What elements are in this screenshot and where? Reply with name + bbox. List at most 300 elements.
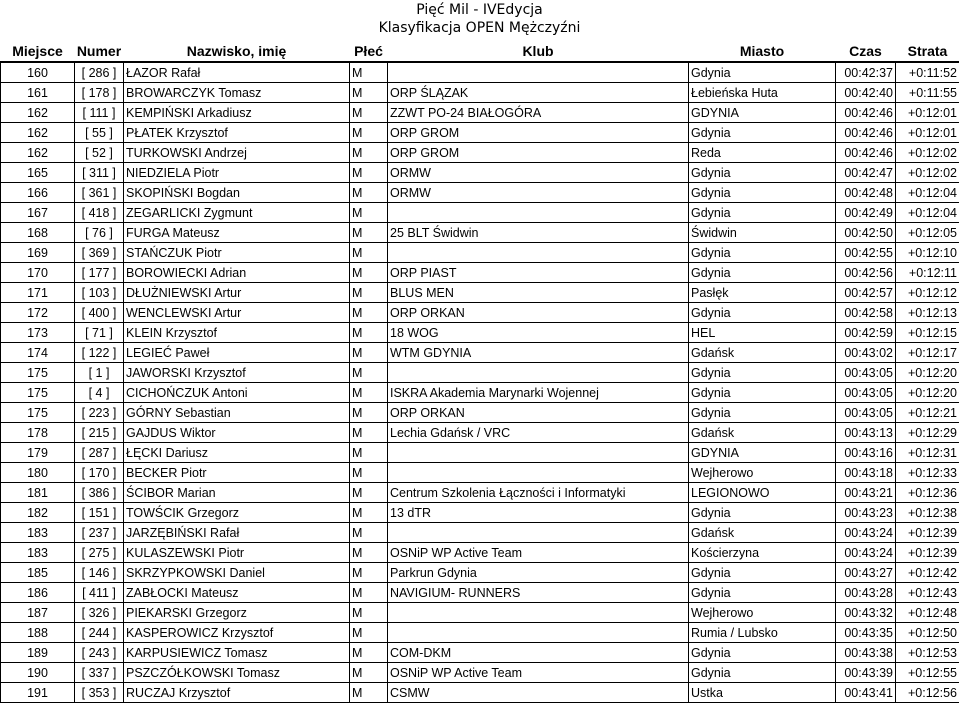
cell-number: [ 55 ] bbox=[75, 123, 124, 143]
cell-city: Gdynia bbox=[689, 183, 836, 203]
cell-club: ORP GROM bbox=[388, 123, 689, 143]
cell-place: 168 bbox=[1, 223, 75, 243]
cell-time: 00:43:05 bbox=[836, 383, 896, 403]
cell-number: [ 361 ] bbox=[75, 183, 124, 203]
cell-sex: M bbox=[350, 183, 388, 203]
cell-club: BLUS MEN bbox=[388, 283, 689, 303]
cell-name: GÓRNY Sebastian bbox=[124, 403, 350, 423]
table-row bbox=[1, 303, 959, 323]
cell-sex: M bbox=[350, 343, 388, 363]
cell-name: STAŃCZUK Piotr bbox=[124, 243, 350, 263]
cell-place: 172 bbox=[1, 303, 75, 323]
cell-city: Gdynia bbox=[689, 503, 836, 523]
cell-name: KLEIN Krzysztof bbox=[124, 323, 350, 343]
cell-name: KARPUSIEWICZ Tomasz bbox=[124, 643, 350, 663]
cell-city: GDYNIA bbox=[689, 443, 836, 463]
cell-gap: +0:12:56 bbox=[896, 683, 959, 703]
cell-club: ORMW bbox=[388, 183, 689, 203]
cell-name: ZABŁOCKI Mateusz bbox=[124, 583, 350, 603]
cell-city: Gdynia bbox=[689, 243, 836, 263]
cell-time: 00:42:58 bbox=[836, 303, 896, 323]
cell-gap: +0:12:11 bbox=[896, 263, 959, 283]
cell-city: LEGIONOWO bbox=[689, 483, 836, 503]
cell-name: BOROWIECKI Adrian bbox=[124, 263, 350, 283]
cell-gap: +0:12:20 bbox=[896, 363, 959, 383]
cell-number: [ 111 ] bbox=[75, 103, 124, 123]
cell-number: [ 4 ] bbox=[75, 383, 124, 403]
cell-city: Łebieńska Huta bbox=[689, 83, 836, 103]
cell-sex: M bbox=[350, 203, 388, 223]
cell-gap: +0:12:20 bbox=[896, 383, 959, 403]
cell-number: [ 286 ] bbox=[75, 62, 124, 83]
cell-place: 180 bbox=[1, 463, 75, 483]
cell-time: 00:43:35 bbox=[836, 623, 896, 643]
cell-time: 00:43:38 bbox=[836, 643, 896, 663]
cell-city: Gdynia bbox=[689, 263, 836, 283]
cell-club bbox=[388, 243, 689, 263]
cell-name: DŁUŻNIEWSKI Artur bbox=[124, 283, 350, 303]
cell-gap: +0:11:55 bbox=[896, 83, 959, 103]
cell-number: [ 311 ] bbox=[75, 163, 124, 183]
cell-place: 165 bbox=[1, 163, 75, 183]
cell-sex: M bbox=[350, 523, 388, 543]
table-row bbox=[1, 323, 959, 343]
cell-club: Lechia Gdańsk / VRC bbox=[388, 423, 689, 443]
cell-club bbox=[388, 363, 689, 383]
cell-place: 191 bbox=[1, 683, 75, 703]
cell-club: OSNiP WP Active Team bbox=[388, 543, 689, 563]
cell-gap: +0:12:10 bbox=[896, 243, 959, 263]
cell-place: 183 bbox=[1, 523, 75, 543]
cell-number: [ 353 ] bbox=[75, 683, 124, 703]
cell-number: [ 76 ] bbox=[75, 223, 124, 243]
cell-name: FURGA Mateusz bbox=[124, 223, 350, 243]
cell-sex: M bbox=[350, 683, 388, 703]
cell-club bbox=[388, 443, 689, 463]
cell-club: ORMW bbox=[388, 163, 689, 183]
cell-sex: M bbox=[350, 623, 388, 643]
cell-time: 00:42:37 bbox=[836, 62, 896, 83]
cell-sex: M bbox=[350, 323, 388, 343]
cell-time: 00:43:02 bbox=[836, 343, 896, 363]
cell-place: 190 bbox=[1, 663, 75, 683]
cell-sex: M bbox=[350, 62, 388, 83]
cell-number: [ 178 ] bbox=[75, 83, 124, 103]
cell-time: 00:43:28 bbox=[836, 583, 896, 603]
cell-number: [ 177 ] bbox=[75, 263, 124, 283]
cell-city: Gdynia bbox=[689, 563, 836, 583]
table-row bbox=[1, 243, 959, 263]
table-row bbox=[1, 523, 959, 543]
cell-sex: M bbox=[350, 263, 388, 283]
table-row bbox=[1, 463, 959, 483]
cell-club bbox=[388, 523, 689, 543]
cell-city: Gdynia bbox=[689, 403, 836, 423]
results-table bbox=[0, 40, 959, 703]
cell-name: ZEGARLICKI Zygmunt bbox=[124, 203, 350, 223]
cell-club bbox=[388, 623, 689, 643]
table-row bbox=[1, 663, 959, 683]
table-row bbox=[1, 563, 959, 583]
cell-name: BECKER Piotr bbox=[124, 463, 350, 483]
cell-time: 00:43:27 bbox=[836, 563, 896, 583]
cell-gap: +0:12:36 bbox=[896, 483, 959, 503]
header-name: Nazwisko, imię bbox=[124, 40, 350, 62]
cell-name: KASPEROWICZ Krzysztof bbox=[124, 623, 350, 643]
cell-name: WENCLEWSKI Artur bbox=[124, 303, 350, 323]
table-row bbox=[1, 283, 959, 303]
cell-name: RUCZAJ Krzysztof bbox=[124, 683, 350, 703]
cell-gap: +0:12:48 bbox=[896, 603, 959, 623]
cell-name: PIEKARSKI Grzegorz bbox=[124, 603, 350, 623]
cell-gap: +0:12:17 bbox=[896, 343, 959, 363]
table-row bbox=[1, 423, 959, 443]
header-number: Numer bbox=[75, 40, 124, 62]
table-row bbox=[1, 543, 959, 563]
cell-place: 178 bbox=[1, 423, 75, 443]
cell-number: [ 103 ] bbox=[75, 283, 124, 303]
cell-gap: +0:12:02 bbox=[896, 143, 959, 163]
cell-club: ORP PIAST bbox=[388, 263, 689, 283]
cell-time: 00:42:40 bbox=[836, 83, 896, 103]
cell-name: BROWARCZYK Tomasz bbox=[124, 83, 350, 103]
cell-place: 185 bbox=[1, 563, 75, 583]
cell-city: Wejherowo bbox=[689, 463, 836, 483]
cell-city: Ustka bbox=[689, 683, 836, 703]
cell-city: Gdynia bbox=[689, 123, 836, 143]
cell-time: 00:42:46 bbox=[836, 103, 896, 123]
cell-number: [ 243 ] bbox=[75, 643, 124, 663]
cell-gap: +0:12:12 bbox=[896, 283, 959, 303]
cell-club: CSMW bbox=[388, 683, 689, 703]
cell-place: 182 bbox=[1, 503, 75, 523]
cell-name: CICHOŃCZUK Antoni bbox=[124, 383, 350, 403]
cell-time: 00:42:46 bbox=[836, 143, 896, 163]
cell-gap: +0:12:05 bbox=[896, 223, 959, 243]
cell-time: 00:42:59 bbox=[836, 323, 896, 343]
table-row bbox=[1, 163, 959, 183]
cell-time: 00:43:13 bbox=[836, 423, 896, 443]
header-place: Miejsce bbox=[1, 40, 75, 62]
cell-time: 00:42:56 bbox=[836, 263, 896, 283]
cell-place: 167 bbox=[1, 203, 75, 223]
cell-time: 00:43:05 bbox=[836, 363, 896, 383]
table-row bbox=[1, 683, 959, 703]
cell-time: 00:42:46 bbox=[836, 123, 896, 143]
cell-sex: M bbox=[350, 603, 388, 623]
cell-place: 175 bbox=[1, 363, 75, 383]
cell-sex: M bbox=[350, 383, 388, 403]
results-body bbox=[1, 62, 959, 703]
table-row bbox=[1, 363, 959, 383]
cell-number: [ 1 ] bbox=[75, 363, 124, 383]
cell-sex: M bbox=[350, 583, 388, 603]
cell-city: Reda bbox=[689, 143, 836, 163]
cell-gap: +0:12:29 bbox=[896, 423, 959, 443]
cell-name: GAJDUS Wiktor bbox=[124, 423, 350, 443]
cell-city: Świdwin bbox=[689, 223, 836, 243]
cell-club: NAVIGIUM- RUNNERS bbox=[388, 583, 689, 603]
cell-number: [ 275 ] bbox=[75, 543, 124, 563]
cell-gap: +0:12:42 bbox=[896, 563, 959, 583]
cell-time: 00:42:49 bbox=[836, 203, 896, 223]
cell-name: KULASZEWSKI Piotr bbox=[124, 543, 350, 563]
cell-city: Gdynia bbox=[689, 643, 836, 663]
cell-name: TOWŚCIK Grzegorz bbox=[124, 503, 350, 523]
cell-city: Wejherowo bbox=[689, 603, 836, 623]
cell-gap: +0:12:53 bbox=[896, 643, 959, 663]
cell-name: ŚCIBOR Marian bbox=[124, 483, 350, 503]
cell-time: 00:43:24 bbox=[836, 543, 896, 563]
cell-name: LEGIEĆ Paweł bbox=[124, 343, 350, 363]
cell-city: Gdynia bbox=[689, 383, 836, 403]
cell-place: 171 bbox=[1, 283, 75, 303]
cell-gap: +0:12:04 bbox=[896, 203, 959, 223]
cell-city: Gdańsk bbox=[689, 423, 836, 443]
cell-time: 00:43:23 bbox=[836, 503, 896, 523]
cell-sex: M bbox=[350, 123, 388, 143]
cell-sex: M bbox=[350, 143, 388, 163]
cell-city: Gdańsk bbox=[689, 523, 836, 543]
cell-place: 179 bbox=[1, 443, 75, 463]
cell-place: 170 bbox=[1, 263, 75, 283]
cell-city: Gdynia bbox=[689, 163, 836, 183]
cell-name: KEMPIŃSKI Arkadiusz bbox=[124, 103, 350, 123]
cell-gap: +0:12:13 bbox=[896, 303, 959, 323]
document-title: Pięć Mil - IVEdycja bbox=[416, 2, 543, 18]
cell-number: [ 151 ] bbox=[75, 503, 124, 523]
table-row bbox=[1, 583, 959, 603]
cell-club bbox=[388, 203, 689, 223]
cell-gap: +0:12:04 bbox=[896, 183, 959, 203]
cell-name: SKRZYPKOWSKI Daniel bbox=[124, 563, 350, 583]
cell-sex: M bbox=[350, 403, 388, 423]
cell-sex: M bbox=[350, 563, 388, 583]
table-row bbox=[1, 383, 959, 403]
cell-number: [ 400 ] bbox=[75, 303, 124, 323]
cell-gap: +0:12:21 bbox=[896, 403, 959, 423]
cell-sex: M bbox=[350, 483, 388, 503]
cell-number: [ 170 ] bbox=[75, 463, 124, 483]
cell-name: JAWORSKI Krzysztof bbox=[124, 363, 350, 383]
table-row bbox=[1, 103, 959, 123]
cell-city: Gdynia bbox=[689, 62, 836, 83]
cell-city: Gdynia bbox=[689, 303, 836, 323]
cell-number: [ 287 ] bbox=[75, 443, 124, 463]
cell-city: Gdynia bbox=[689, 583, 836, 603]
cell-gap: +0:12:02 bbox=[896, 163, 959, 183]
cell-gap: +0:12:31 bbox=[896, 443, 959, 463]
header-sex: Płeć bbox=[350, 40, 388, 62]
cell-club: Centrum Szkolenia Łączności i Informatyki bbox=[388, 483, 689, 503]
cell-city: Pasłęk bbox=[689, 283, 836, 303]
cell-club: Parkrun Gdynia bbox=[388, 563, 689, 583]
cell-gap: +0:12:50 bbox=[896, 623, 959, 643]
cell-number: [ 122 ] bbox=[75, 343, 124, 363]
cell-sex: M bbox=[350, 83, 388, 103]
cell-gap: +0:12:39 bbox=[896, 523, 959, 543]
cell-place: 166 bbox=[1, 183, 75, 203]
table-row bbox=[1, 183, 959, 203]
cell-club: ISKRA Akademia Marynarki Wojennej bbox=[388, 383, 689, 403]
cell-sex: M bbox=[350, 223, 388, 243]
table-row bbox=[1, 483, 959, 503]
cell-name: NIEDZIELA Piotr bbox=[124, 163, 350, 183]
cell-city: Rumia / Lubsko bbox=[689, 623, 836, 643]
cell-place: 160 bbox=[1, 62, 75, 83]
cell-club: COM-DKM bbox=[388, 643, 689, 663]
cell-city: HEL bbox=[689, 323, 836, 343]
cell-time: 00:42:55 bbox=[836, 243, 896, 263]
cell-number: [ 326 ] bbox=[75, 603, 124, 623]
cell-sex: M bbox=[350, 363, 388, 383]
cell-place: 174 bbox=[1, 343, 75, 363]
cell-time: 00:42:48 bbox=[836, 183, 896, 203]
cell-gap: +0:12:15 bbox=[896, 323, 959, 343]
header-time: Czas bbox=[836, 40, 896, 62]
cell-place: 187 bbox=[1, 603, 75, 623]
cell-club: ORP ORKAN bbox=[388, 303, 689, 323]
cell-club: ORP GROM bbox=[388, 143, 689, 163]
table-row bbox=[1, 123, 959, 143]
cell-place: 189 bbox=[1, 643, 75, 663]
cell-sex: M bbox=[350, 163, 388, 183]
cell-time: 00:43:24 bbox=[836, 523, 896, 543]
cell-number: [ 71 ] bbox=[75, 323, 124, 343]
cell-club: ZZWT PO-24 BIAŁOGÓRA bbox=[388, 103, 689, 123]
cell-gap: +0:12:38 bbox=[896, 503, 959, 523]
cell-place: 162 bbox=[1, 103, 75, 123]
cell-city: Gdynia bbox=[689, 203, 836, 223]
cell-sex: M bbox=[350, 663, 388, 683]
cell-sex: M bbox=[350, 463, 388, 483]
table-row bbox=[1, 343, 959, 363]
table-row bbox=[1, 603, 959, 623]
cell-number: [ 369 ] bbox=[75, 243, 124, 263]
table-row bbox=[1, 62, 959, 83]
cell-gap: +0:12:01 bbox=[896, 123, 959, 143]
cell-club: OSNiP WP Active Team bbox=[388, 663, 689, 683]
cell-club: 13 dTR bbox=[388, 503, 689, 523]
table-row bbox=[1, 263, 959, 283]
header-city: Miasto bbox=[689, 40, 836, 62]
cell-time: 00:42:47 bbox=[836, 163, 896, 183]
cell-number: [ 223 ] bbox=[75, 403, 124, 423]
cell-time: 00:43:18 bbox=[836, 463, 896, 483]
cell-place: 162 bbox=[1, 143, 75, 163]
cell-club: ORP ŚLĄZAK bbox=[388, 83, 689, 103]
cell-sex: M bbox=[350, 543, 388, 563]
cell-club bbox=[388, 62, 689, 83]
table-row bbox=[1, 443, 959, 463]
cell-place: 162 bbox=[1, 123, 75, 143]
cell-club: WTM GDYNIA bbox=[388, 343, 689, 363]
cell-sex: M bbox=[350, 243, 388, 263]
cell-sex: M bbox=[350, 423, 388, 443]
cell-sex: M bbox=[350, 443, 388, 463]
cell-time: 00:43:21 bbox=[836, 483, 896, 503]
cell-number: [ 337 ] bbox=[75, 663, 124, 683]
cell-sex: M bbox=[350, 503, 388, 523]
cell-name: PŁATEK Krzysztof bbox=[124, 123, 350, 143]
cell-club: 25 BLT Świdwin bbox=[388, 223, 689, 243]
cell-place: 169 bbox=[1, 243, 75, 263]
cell-number: [ 146 ] bbox=[75, 563, 124, 583]
cell-place: 181 bbox=[1, 483, 75, 503]
cell-city: Gdynia bbox=[689, 363, 836, 383]
cell-gap: +0:12:43 bbox=[896, 583, 959, 603]
header-row bbox=[1, 40, 959, 62]
cell-place: 175 bbox=[1, 403, 75, 423]
table-row bbox=[1, 643, 959, 663]
cell-city: Gdańsk bbox=[689, 343, 836, 363]
cell-name: TURKOWSKI Andrzej bbox=[124, 143, 350, 163]
table-row bbox=[1, 223, 959, 243]
cell-time: 00:42:50 bbox=[836, 223, 896, 243]
header-gap: Strata bbox=[896, 40, 959, 62]
cell-time: 00:42:57 bbox=[836, 283, 896, 303]
cell-number: [ 52 ] bbox=[75, 143, 124, 163]
cell-city: GDYNIA bbox=[689, 103, 836, 123]
table-row bbox=[1, 403, 959, 423]
cell-place: 175 bbox=[1, 383, 75, 403]
table-row bbox=[1, 623, 959, 643]
cell-sex: M bbox=[350, 103, 388, 123]
cell-gap: +0:12:33 bbox=[896, 463, 959, 483]
cell-club bbox=[388, 603, 689, 623]
cell-number: [ 411 ] bbox=[75, 583, 124, 603]
table-row bbox=[1, 143, 959, 163]
cell-place: 183 bbox=[1, 543, 75, 563]
cell-club: ORP ORKAN bbox=[388, 403, 689, 423]
cell-sex: M bbox=[350, 303, 388, 323]
cell-time: 00:43:05 bbox=[836, 403, 896, 423]
cell-gap: +0:12:01 bbox=[896, 103, 959, 123]
cell-city: Kościerzyna bbox=[689, 543, 836, 563]
table-row bbox=[1, 83, 959, 103]
cell-gap: +0:11:52 bbox=[896, 62, 959, 83]
cell-club bbox=[388, 463, 689, 483]
cell-gap: +0:12:39 bbox=[896, 543, 959, 563]
cell-place: 188 bbox=[1, 623, 75, 643]
cell-name: JARZĘBIŃSKI Rafał bbox=[124, 523, 350, 543]
cell-time: 00:43:39 bbox=[836, 663, 896, 683]
cell-number: [ 418 ] bbox=[75, 203, 124, 223]
cell-time: 00:43:32 bbox=[836, 603, 896, 623]
cell-gap: +0:12:55 bbox=[896, 663, 959, 683]
cell-time: 00:43:41 bbox=[836, 683, 896, 703]
cell-name: ŁĘCKI Dariusz bbox=[124, 443, 350, 463]
cell-name: SKOPIŃSKI Bogdan bbox=[124, 183, 350, 203]
cell-number: [ 244 ] bbox=[75, 623, 124, 643]
cell-place: 186 bbox=[1, 583, 75, 603]
cell-number: [ 237 ] bbox=[75, 523, 124, 543]
cell-place: 173 bbox=[1, 323, 75, 343]
cell-time: 00:43:16 bbox=[836, 443, 896, 463]
document-subtitle: Klasyfikacja OPEN Mężczyźni bbox=[378, 20, 581, 36]
cell-name: PSZCZÓŁKOWSKI Tomasz bbox=[124, 663, 350, 683]
cell-sex: M bbox=[350, 643, 388, 663]
cell-club: 18 WOG bbox=[388, 323, 689, 343]
table-row bbox=[1, 203, 959, 223]
header-club: Klub bbox=[388, 40, 689, 62]
cell-number: [ 215 ] bbox=[75, 423, 124, 443]
cell-city: Gdynia bbox=[689, 663, 836, 683]
cell-place: 161 bbox=[1, 83, 75, 103]
cell-name: ŁAZOR Rafał bbox=[124, 62, 350, 83]
table-row bbox=[1, 503, 959, 523]
cell-number: [ 386 ] bbox=[75, 483, 124, 503]
